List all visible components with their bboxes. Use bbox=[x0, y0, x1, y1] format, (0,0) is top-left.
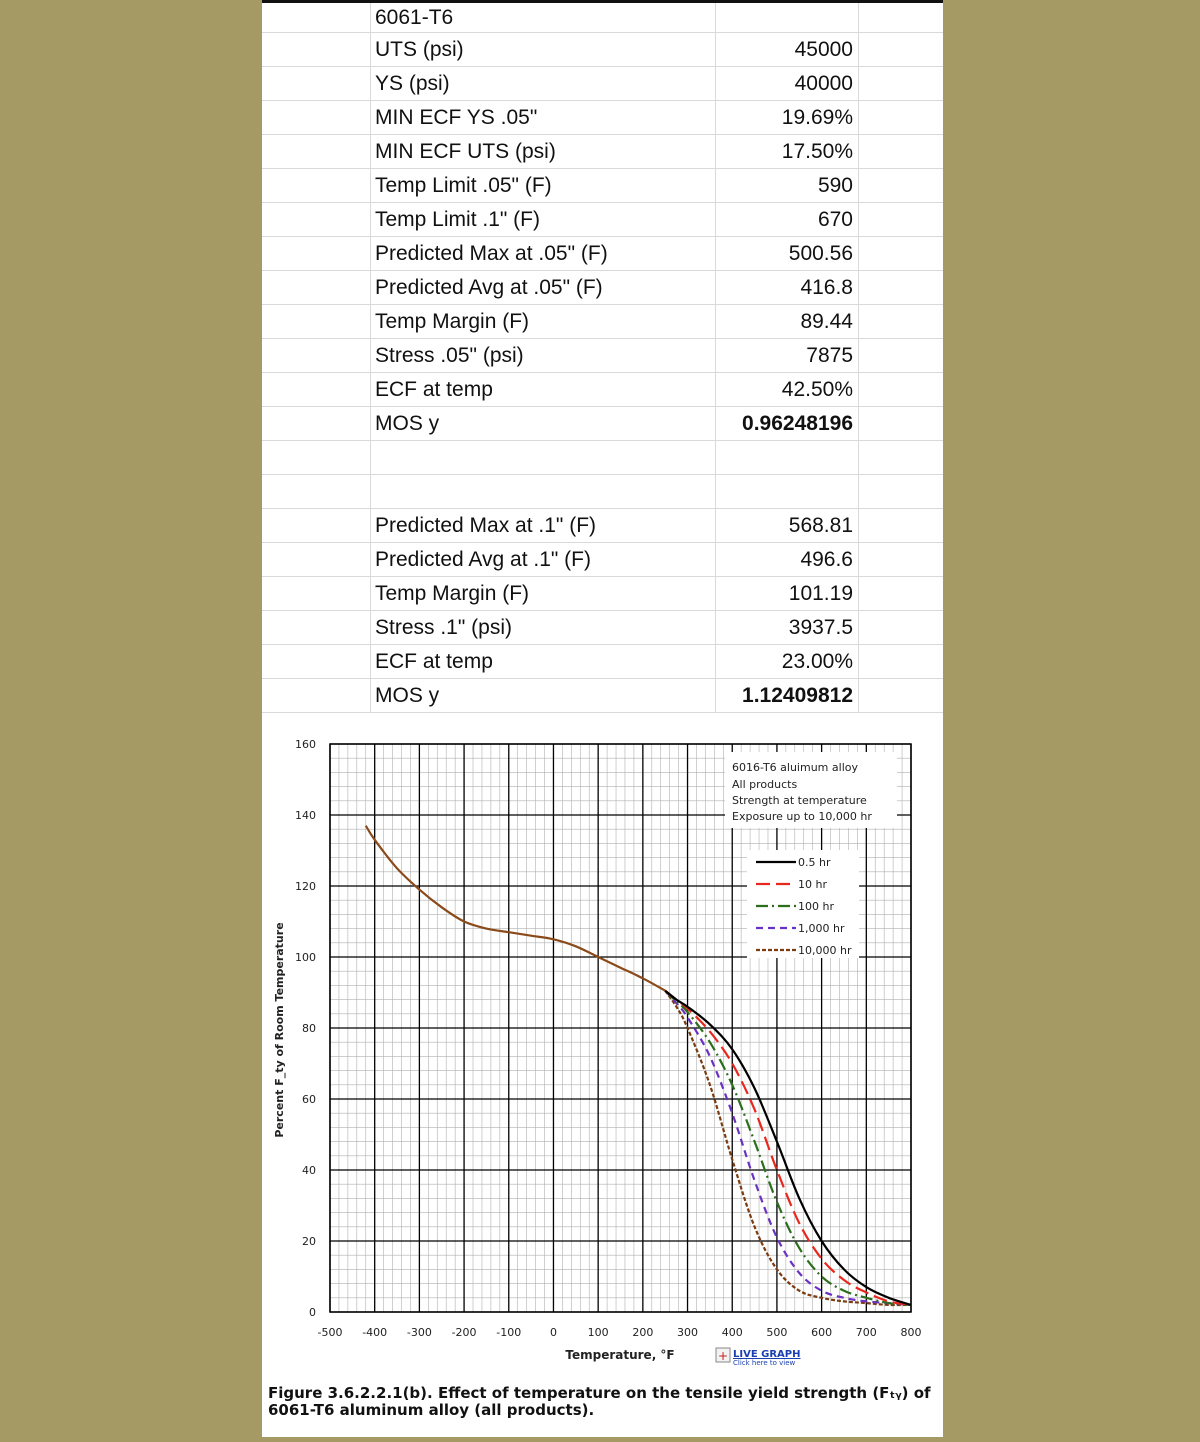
cell-blank-right[interactable] bbox=[859, 3, 943, 32]
cell-value[interactable]: 500.56 bbox=[716, 237, 859, 270]
table-row bbox=[262, 169, 943, 203]
table-row bbox=[262, 271, 943, 305]
cell-label[interactable]: MIN ECF YS .05" bbox=[371, 101, 716, 134]
cell-blank-left[interactable] bbox=[262, 407, 371, 440]
cell-value[interactable]: 568.81 bbox=[716, 509, 859, 542]
cell-blank-left[interactable] bbox=[262, 441, 371, 474]
cell-blank-left[interactable] bbox=[262, 543, 371, 576]
cell-blank-left[interactable] bbox=[262, 33, 371, 66]
cell-label[interactable]: Predicted Max at .05" (F) bbox=[371, 237, 716, 270]
cell-value[interactable]: 17.50% bbox=[716, 135, 859, 168]
cell-value[interactable]: 7875 bbox=[716, 339, 859, 372]
legend-label: 0.5 hr bbox=[798, 856, 831, 869]
chart-image bbox=[262, 714, 943, 1437]
cell-blank-left[interactable] bbox=[262, 3, 371, 32]
cell-label[interactable]: ECF at temp bbox=[371, 645, 716, 678]
cell-blank-right[interactable] bbox=[859, 135, 943, 168]
info-line-1: 6016-T6 aluimum alloy bbox=[732, 761, 858, 774]
cell-label[interactable]: Stress .1" (psi) bbox=[371, 611, 716, 644]
x-tick-label: 200 bbox=[632, 1326, 654, 1339]
cell-value[interactable]: 3937.5 bbox=[716, 611, 859, 644]
cell-value[interactable] bbox=[716, 475, 859, 508]
chart-x-axis-label: Temperature, °F bbox=[565, 1348, 675, 1362]
cell-blank-left[interactable] bbox=[262, 67, 371, 100]
cell-blank-right[interactable] bbox=[859, 679, 943, 712]
cell-value[interactable]: 670 bbox=[716, 203, 859, 236]
table-row bbox=[262, 509, 943, 543]
table-row bbox=[262, 441, 943, 475]
cell-label[interactable]: MOS y bbox=[371, 407, 716, 440]
cell-label[interactable]: Temp Limit .05" (F) bbox=[371, 169, 716, 202]
cell-label[interactable]: Predicted Max at .1" (F) bbox=[371, 509, 716, 542]
figure-caption-line-1: Figure 3.6.2.2.1(b). Effect of temperature on the tensile yield strength (Fₜᵧ) of bbox=[268, 1384, 931, 1402]
y-tick-label: 80 bbox=[302, 1022, 316, 1035]
cell-value[interactable]: 590 bbox=[716, 169, 859, 202]
y-tick-label: 120 bbox=[295, 880, 316, 893]
cell-blank-left[interactable] bbox=[262, 101, 371, 134]
cell-blank-left[interactable] bbox=[262, 305, 371, 338]
cell-blank-right[interactable] bbox=[859, 339, 943, 372]
cell-label[interactable]: MOS y bbox=[371, 679, 716, 712]
cell-blank-right[interactable] bbox=[859, 407, 943, 440]
cell-blank-left[interactable] bbox=[262, 237, 371, 270]
chart-svg bbox=[262, 714, 943, 1437]
series-line-0-5-hr bbox=[665, 991, 911, 1305]
cell-label[interactable]: YS (psi) bbox=[371, 67, 716, 100]
cell-value[interactable]: 40000 bbox=[716, 67, 859, 100]
cell-blank-right[interactable] bbox=[859, 237, 943, 270]
cell-blank-left[interactable] bbox=[262, 679, 371, 712]
spreadsheet-sheet bbox=[262, 0, 943, 1437]
cell-blank-left[interactable] bbox=[262, 339, 371, 372]
cell-blank-right[interactable] bbox=[859, 169, 943, 202]
table-row bbox=[262, 67, 943, 101]
x-tick-label: -400 bbox=[362, 1326, 388, 1339]
cell-blank-right[interactable] bbox=[859, 101, 943, 134]
table-row bbox=[262, 577, 943, 611]
legend-label: 10 hr bbox=[798, 878, 827, 891]
y-tick-label: 140 bbox=[295, 809, 316, 822]
cell-value[interactable]: 1.12409812 bbox=[716, 679, 859, 712]
cell-label[interactable]: Temp Limit .1" (F) bbox=[371, 203, 716, 236]
cell-label[interactable]: UTS (psi) bbox=[371, 33, 716, 66]
x-tick-label: -100 bbox=[496, 1326, 522, 1339]
cell-blank-left[interactable] bbox=[262, 271, 371, 304]
cell-label[interactable] bbox=[371, 475, 716, 508]
y-tick-label: 100 bbox=[295, 951, 316, 964]
table-row bbox=[262, 33, 943, 67]
live-graph-sub[interactable]: Click here to view bbox=[733, 1359, 796, 1367]
x-tick-label: 700 bbox=[855, 1326, 877, 1339]
y-tick-label: 20 bbox=[302, 1235, 316, 1248]
cell-value[interactable] bbox=[716, 441, 859, 474]
y-tick-label: 160 bbox=[295, 738, 316, 751]
cell-blank-right[interactable] bbox=[859, 543, 943, 576]
cell-blank-left[interactable] bbox=[262, 645, 371, 678]
x-tick-label: 100 bbox=[587, 1326, 609, 1339]
cell-value[interactable]: 101.19 bbox=[716, 577, 859, 610]
info-line-4: Exposure up to 10,000 hr bbox=[732, 810, 872, 823]
x-tick-label: -200 bbox=[451, 1326, 477, 1339]
cell-blank-right[interactable] bbox=[859, 509, 943, 542]
cell-label[interactable]: Stress .05" (psi) bbox=[371, 339, 716, 372]
chart-info-box bbox=[725, 752, 897, 828]
cell-blank-left[interactable] bbox=[262, 373, 371, 406]
figure-caption-line-2: 6061-T6 aluminum alloy (all products). bbox=[268, 1401, 595, 1419]
cell-blank-right[interactable] bbox=[859, 373, 943, 406]
legend-label: 100 hr bbox=[798, 900, 834, 913]
chart-legend bbox=[747, 850, 859, 958]
y-tick-label: 40 bbox=[302, 1164, 316, 1177]
cell-blank-right[interactable] bbox=[859, 203, 943, 236]
series-line-1-000-hr bbox=[665, 991, 911, 1305]
x-tick-label: -500 bbox=[317, 1326, 343, 1339]
table-row bbox=[262, 101, 943, 135]
cell-blank-right[interactable] bbox=[859, 33, 943, 66]
x-tick-label: 0 bbox=[549, 1326, 557, 1339]
cell-value[interactable]: 42.50% bbox=[716, 373, 859, 406]
cell-label[interactable]: Predicted Avg at .05" (F) bbox=[371, 271, 716, 304]
cell-value[interactable] bbox=[716, 3, 859, 32]
x-tick-label: -300 bbox=[406, 1326, 432, 1339]
table-row bbox=[262, 3, 943, 33]
table-row bbox=[262, 203, 943, 237]
cell-label[interactable]: Temp Margin (F) bbox=[371, 305, 716, 338]
chart-y-axis-label: Percent F_ty of Room Temperature bbox=[273, 922, 286, 1138]
cell-blank-right[interactable] bbox=[859, 475, 943, 508]
table-row bbox=[262, 475, 943, 509]
live-graph-link[interactable] bbox=[716, 1348, 801, 1367]
cell-value[interactable]: 19.69% bbox=[716, 101, 859, 134]
chart-y-tick-labels bbox=[295, 738, 316, 1319]
y-tick-label: 0 bbox=[309, 1306, 316, 1319]
cell-blank-right[interactable] bbox=[859, 271, 943, 304]
y-tick-label: 60 bbox=[302, 1093, 316, 1106]
table-row bbox=[262, 543, 943, 577]
cell-label[interactable]: Temp Margin (F) bbox=[371, 577, 716, 610]
x-tick-label: 400 bbox=[721, 1326, 743, 1339]
cell-blank-right[interactable] bbox=[859, 67, 943, 100]
cell-label[interactable]: Predicted Avg at .1" (F) bbox=[371, 543, 716, 576]
x-tick-label: 300 bbox=[677, 1326, 699, 1339]
cell-blank-right[interactable] bbox=[859, 305, 943, 338]
cell-value[interactable]: 496.6 bbox=[716, 543, 859, 576]
cell-blank-left[interactable] bbox=[262, 203, 371, 236]
info-line-2: All products bbox=[732, 778, 798, 791]
live-graph-plus-icon: + bbox=[718, 1349, 729, 1363]
cell-blank-left[interactable] bbox=[262, 169, 371, 202]
info-line-3: Strength at temperature bbox=[732, 794, 867, 807]
cell-label[interactable]: MIN ECF UTS (psi) bbox=[371, 135, 716, 168]
cell-blank-left[interactable] bbox=[262, 577, 371, 610]
x-tick-label: 500 bbox=[766, 1326, 788, 1339]
table-row bbox=[262, 645, 943, 679]
table-row bbox=[262, 373, 943, 407]
cell-blank-right[interactable] bbox=[859, 611, 943, 644]
cell-label[interactable] bbox=[371, 441, 716, 474]
cell-blank-left[interactable] bbox=[262, 509, 371, 542]
cell-value[interactable]: 0.96248196 bbox=[716, 407, 859, 440]
legend-label: 1,000 hr bbox=[798, 922, 845, 935]
cell-label[interactable]: ECF at temp bbox=[371, 373, 716, 406]
table-row bbox=[262, 407, 943, 441]
cell-value[interactable]: 89.44 bbox=[716, 305, 859, 338]
x-tick-label: 800 bbox=[900, 1326, 922, 1339]
table-row bbox=[262, 339, 943, 373]
cell-value[interactable]: 45000 bbox=[716, 33, 859, 66]
live-graph-label[interactable]: LIVE GRAPH bbox=[733, 1349, 801, 1360]
series-line-10-000-hr bbox=[665, 991, 911, 1305]
x-tick-label: 600 bbox=[811, 1326, 833, 1339]
cell-blank-right[interactable] bbox=[859, 645, 943, 678]
cell-label[interactable]: 6061-T6 bbox=[371, 3, 716, 32]
cell-blank-left[interactable] bbox=[262, 135, 371, 168]
table-row bbox=[262, 679, 943, 713]
cell-value[interactable]: 416.8 bbox=[716, 271, 859, 304]
series-line-100-hr bbox=[665, 991, 911, 1305]
cell-blank-right[interactable] bbox=[859, 577, 943, 610]
series-line-10-hr bbox=[665, 991, 911, 1305]
chart-x-tick-labels bbox=[318, 1326, 922, 1339]
table-row bbox=[262, 611, 943, 645]
table-row bbox=[262, 305, 943, 339]
legend-label: 10,000 hr bbox=[798, 944, 852, 957]
cell-blank-right[interactable] bbox=[859, 441, 943, 474]
cell-value[interactable]: 23.00% bbox=[716, 645, 859, 678]
table-row bbox=[262, 135, 943, 169]
table-row bbox=[262, 237, 943, 271]
cell-blank-left[interactable] bbox=[262, 475, 371, 508]
cell-blank-left[interactable] bbox=[262, 611, 371, 644]
